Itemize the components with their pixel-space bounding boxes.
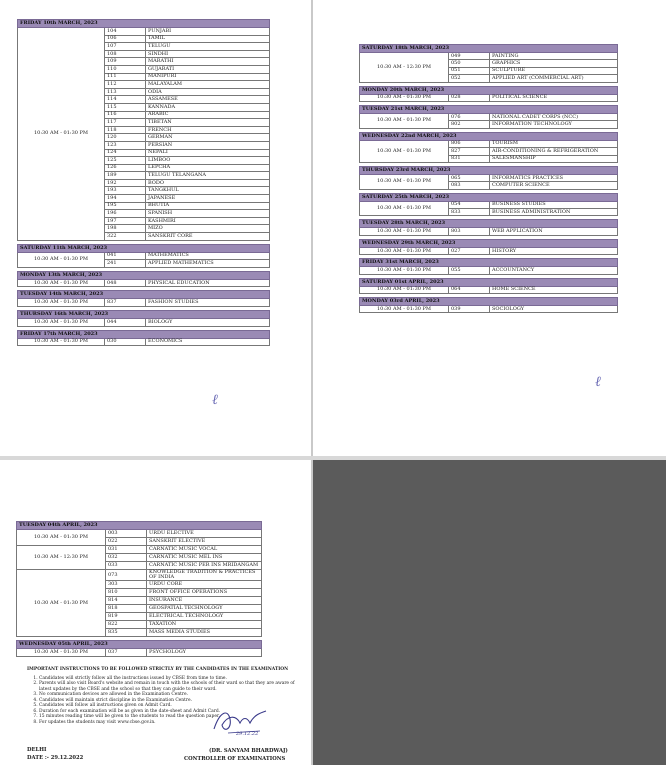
subject-code: 073	[106, 570, 147, 581]
subject-name: TELUGU TELANGANA	[146, 172, 270, 180]
subject-code: 197	[105, 217, 146, 225]
day-header-row	[17, 522, 262, 530]
subject-code: 027	[449, 247, 490, 254]
subject-code: 032	[106, 554, 147, 562]
subject-name: GRAPHICS	[490, 60, 618, 67]
subject-code: 003	[106, 530, 147, 538]
subject-name: GEOSPATIAL TECHNOLOGY	[147, 605, 262, 613]
day-header-row	[18, 244, 270, 252]
exam-time: 10:30 AM - 01:30 PM	[360, 267, 449, 274]
subject-code: 189	[105, 172, 146, 180]
subject-name: TELUGU	[146, 43, 270, 51]
subject-row	[18, 279, 270, 287]
subject-code: 116	[105, 111, 146, 119]
exam-time: 10:30 AM - 01:30 PM	[360, 247, 449, 254]
subject-name: SOCIOLOGY	[490, 306, 618, 313]
subject-row	[360, 247, 618, 254]
subject-name: LEPCHA	[146, 164, 270, 172]
subject-name: PERSIAN	[146, 141, 270, 149]
subject-row	[17, 649, 262, 657]
subject-name: MIZO	[146, 225, 270, 233]
subject-name: PAINTING	[490, 53, 618, 60]
day-header: MONDAY 20th MARCH, 2023	[360, 86, 618, 94]
subject-code: 806	[449, 140, 490, 147]
exam-time: 10:30 AM - 01:30 PM	[360, 286, 449, 293]
subject-code: 031	[106, 546, 147, 554]
subject-row	[360, 306, 618, 313]
subject-name: TAXATION	[147, 621, 262, 629]
subject-row	[17, 530, 262, 538]
subject-name: TIBETAN	[146, 119, 270, 127]
subject-name: CARNATIC MUSIC VOCAL	[147, 546, 262, 554]
subject-name: POLITICAL SCIENCE	[490, 94, 618, 101]
subject-row	[18, 28, 270, 36]
subject-row	[360, 286, 618, 293]
subject-row	[18, 319, 270, 327]
exam-time: 10:30 AM - 01:30 PM	[360, 174, 449, 189]
subject-code: 055	[449, 267, 490, 274]
subject-name: ELECTRICAL TECHNOLOGY	[147, 613, 262, 621]
day-header-row	[360, 105, 618, 113]
subject-code: 810	[106, 589, 147, 597]
day-header-row	[360, 259, 618, 267]
subject-name: SPANISH	[146, 210, 270, 218]
subject-code: 104	[105, 28, 146, 36]
subject-code: 107	[105, 43, 146, 51]
subject-code: 833	[449, 209, 490, 216]
subject-code: 111	[105, 73, 146, 81]
subject-code: 117	[105, 119, 146, 127]
subject-name: PUNJABI	[146, 28, 270, 36]
day-header: FRIDAY 10th MARCH, 2023	[18, 20, 270, 28]
day-header: FRIDAY 31st MARCH, 2023	[360, 259, 618, 267]
subject-name: HISTORY	[490, 247, 618, 254]
subject-name: MANIPURI	[146, 73, 270, 81]
exam-time: 10:30 AM - 01:30 PM	[17, 530, 106, 546]
subject-code: 028	[449, 94, 490, 101]
signatory-name: (DR. SANYAM BHARDWAJ)	[209, 748, 288, 754]
timetable-page-2	[359, 44, 618, 313]
timetable-page-1	[17, 19, 270, 346]
subject-name: APPLIED MATHEMATICS	[146, 260, 270, 268]
subject-row	[360, 201, 618, 208]
subject-name: ACCOUNTANCY	[490, 267, 618, 274]
signatory-title: CONTROLLER OF EXAMINATIONS	[184, 756, 286, 762]
subject-name: FASHION STUDIES	[146, 299, 270, 307]
exam-time: 10:30 AM - 01:30 PM	[360, 228, 449, 235]
subject-code: 195	[105, 202, 146, 210]
subject-name: PSYCHOLOGY	[147, 649, 262, 657]
subject-name: MATHEMATICS	[146, 252, 270, 260]
subject-code: 192	[105, 179, 146, 187]
subject-name: KANNADA	[146, 103, 270, 111]
subject-name: BIOLOGY	[146, 319, 270, 327]
subject-code: 241	[105, 260, 146, 268]
subject-code: 049	[449, 53, 490, 60]
subject-name: PHYSICAL EDUCATION	[146, 279, 270, 287]
day-header: THURSDAY 23rd MARCH, 2023	[360, 166, 618, 174]
subject-name: ODIA	[146, 88, 270, 96]
subject-name: MASS MEDIA STUDIES	[147, 629, 262, 637]
subject-name: GERMAN	[146, 134, 270, 142]
subject-code: 802	[449, 121, 490, 128]
subject-row	[360, 228, 618, 235]
subject-row	[360, 267, 618, 274]
day-header-row	[18, 271, 270, 279]
exam-time: 10:30 AM - 01:30 PM	[18, 28, 105, 241]
day-header-row	[360, 166, 618, 174]
subject-code: 112	[105, 81, 146, 89]
day-header-row	[360, 239, 618, 247]
subject-row	[18, 252, 270, 260]
exam-time: 10:30 AM - 01:30 PM	[18, 299, 105, 307]
day-header: SATURDAY 11th MARCH, 2023	[18, 244, 270, 252]
subject-code: 037	[106, 649, 147, 657]
day-header: MONDAY 03rd APRIL, 2023	[360, 298, 618, 306]
initials-mark: ℓ	[595, 374, 601, 390]
exam-time: 10:30 AM - 01:30 PM	[18, 338, 105, 346]
exam-time: 10:30 AM - 01:30 PM	[360, 140, 449, 162]
day-header-row	[18, 311, 270, 319]
subject-code: 124	[105, 149, 146, 157]
issue-date: DATE :- 29.12.2022	[27, 755, 84, 761]
exam-time: 10:30 AM - 01:30 PM	[360, 201, 449, 216]
day-header: THURSDAY 16th MARCH, 2023	[18, 311, 270, 319]
subject-code: 322	[105, 233, 146, 241]
exam-time: 10:30 AM - 01:30 PM	[360, 113, 449, 128]
date-sheet-page-2	[313, 0, 666, 456]
day-header-row	[18, 330, 270, 338]
subject-name: CARNATIC MUSIC PER INS MRIDANGAM	[147, 562, 262, 570]
subject-name: SINDHI	[146, 50, 270, 58]
day-header-row	[360, 45, 618, 53]
instructions-title: IMPORTANT INSTRUCTIONS TO BE FOLLOWED STRICTLY BY THE CANDIDATES IN THE EXAMINATION	[27, 667, 289, 672]
page-divider-vertical	[311, 0, 313, 765]
day-header: WEDNESDAY 05th APRIL, 2023	[17, 641, 262, 649]
subject-code: 113	[105, 88, 146, 96]
subject-name: TOURISM	[490, 140, 618, 147]
subject-name: HOME SCIENCE	[490, 286, 618, 293]
subject-code: 831	[449, 155, 490, 162]
subject-name: ECONOMICS	[146, 338, 270, 346]
subject-name: JAPANESE	[146, 195, 270, 203]
subject-code: 065	[449, 174, 490, 181]
subject-name: FRONT OFFICE OPERATIONS	[147, 589, 262, 597]
subject-code: 048	[105, 279, 146, 287]
subject-name: SANSKRIT CORE	[146, 233, 270, 241]
subject-code: 064	[449, 286, 490, 293]
day-header-row	[360, 298, 618, 306]
day-header: SATURDAY 18th MARCH, 2023	[360, 45, 618, 53]
subject-name: COMPUTER SCIENCE	[490, 182, 618, 189]
subject-code: 039	[449, 306, 490, 313]
subject-name: NATIONAL CADET CORPS (NCC)	[490, 113, 618, 120]
exam-time: 10:30 AM - 01:30 PM	[18, 319, 105, 327]
instruction-item: 6. Duration for each examination will be as given in the date-sheet and Admit Card.	[39, 709, 302, 715]
subject-code: 827	[449, 148, 490, 155]
day-header: MONDAY 13th MARCH, 2023	[18, 271, 270, 279]
instruction-item: 3. No communication devices are allowed in the Examination Centre.	[39, 692, 302, 698]
day-header: SATURDAY 01st APRIL, 2023	[360, 278, 618, 286]
day-header-row	[18, 291, 270, 299]
day-header: WEDNESDAY 29th MARCH, 2023	[360, 239, 618, 247]
subject-name: AIR-CONDITIONING & REFRIGERATION	[490, 148, 618, 155]
instruction-item: 4. Candidates will maintain strict discipline in the Examination Centre.	[39, 698, 302, 704]
subject-code: 041	[105, 252, 146, 260]
subject-code: 193	[105, 187, 146, 195]
instruction-item: 1. Candidates will strictly follow all the instructions issued by CBSE from time to time.	[39, 676, 302, 682]
subject-name: URDU CORE	[147, 581, 262, 589]
subject-name: MALAYALAM	[146, 81, 270, 89]
subject-code: 054	[449, 201, 490, 208]
subject-name: TANGKHUL	[146, 187, 270, 195]
empty-page-area	[313, 460, 666, 765]
subject-code: 076	[449, 113, 490, 120]
subject-code: 125	[105, 157, 146, 165]
place-label: DELHI	[27, 747, 47, 753]
subject-code: 303	[106, 581, 147, 589]
subject-code: 803	[449, 228, 490, 235]
subject-code: 106	[105, 35, 146, 43]
subject-name: BUSINESS STUDIES	[490, 201, 618, 208]
subject-code: 126	[105, 164, 146, 172]
exam-time: 10:30 AM - 01:30 PM	[17, 570, 106, 637]
day-header: WEDNESDAY 22nd MARCH, 2023	[360, 132, 618, 140]
subject-name: URDU ELECTIVE	[147, 530, 262, 538]
subject-name: KASHMIRI	[146, 217, 270, 225]
subject-code: 110	[105, 65, 146, 73]
day-header: TUESDAY 04th APRIL, 2023	[17, 522, 262, 530]
day-header: FRIDAY 17th MARCH, 2023	[18, 330, 270, 338]
subject-code: 835	[106, 629, 147, 637]
subject-code: 819	[106, 613, 147, 621]
subject-name: INSURANCE	[147, 597, 262, 605]
subject-row	[18, 299, 270, 307]
subject-code: 120	[105, 134, 146, 142]
exam-time: 10:30 AM - 01:30 PM	[18, 252, 105, 267]
day-header-row	[17, 641, 262, 649]
subject-code: 044	[105, 319, 146, 327]
subject-code: 030	[105, 338, 146, 346]
exam-time: 10:30 AM - 01:30 PM	[360, 94, 449, 101]
subject-name: INFORMATION TECHNOLOGY	[490, 121, 618, 128]
subject-code: 083	[449, 182, 490, 189]
exam-time: 10:30 AM - 01:30 PM	[17, 649, 106, 657]
instruction-item: 2. Parents will also visit Board's website and remain in touch with the schools of their ward so that they are aware of latest updates by the CBSE and the school so that they can guide to their ward.	[39, 681, 302, 692]
day-header-row	[360, 220, 618, 228]
day-header-row	[360, 278, 618, 286]
subject-code: 837	[105, 299, 146, 307]
subject-code: 194	[105, 195, 146, 203]
subject-name: WEB APPLICATION	[490, 228, 618, 235]
subject-code: 118	[105, 126, 146, 134]
subject-name: ARABIC	[146, 111, 270, 119]
instruction-item: 8. For updates the students may visit www.cbse.gov.in.	[39, 720, 302, 726]
day-header: TUESDAY 21st MARCH, 2023	[360, 105, 618, 113]
subject-name: SALESMANSHIP	[490, 155, 618, 162]
signature-date: 29.12.22	[236, 731, 259, 737]
subject-name: CARNATIC MUSIC MEL INS	[147, 554, 262, 562]
subject-code: 196	[105, 210, 146, 218]
subject-name: FRENCH	[146, 126, 270, 134]
subject-code: 818	[106, 605, 147, 613]
subject-code: 108	[105, 50, 146, 58]
subject-name: MARATHI	[146, 58, 270, 66]
subject-code: 115	[105, 103, 146, 111]
subject-code: 822	[106, 621, 147, 629]
subject-name: NEPALI	[146, 149, 270, 157]
subject-row	[360, 94, 618, 101]
subject-code: 198	[105, 225, 146, 233]
subject-row	[360, 53, 618, 60]
instruction-item: 7. 15 minutes reading time will be given to the students to read the question paper.	[39, 714, 302, 720]
subject-code: 051	[449, 67, 490, 74]
subject-code: 033	[106, 562, 147, 570]
day-header: TUESDAY 28th MARCH, 2023	[360, 220, 618, 228]
day-header-row	[360, 86, 618, 94]
subject-row	[18, 338, 270, 346]
subject-name: SANSKRIT ELECTIVE	[147, 538, 262, 546]
date-sheet-page-1	[0, 0, 311, 456]
subject-code: 123	[105, 141, 146, 149]
subject-row	[360, 113, 618, 120]
day-header-row	[360, 132, 618, 140]
page-divider-horizontal	[0, 456, 666, 460]
exam-time: 10:30 AM - 01:30 PM	[18, 279, 105, 287]
day-header: SATURDAY 25th MARCH, 2023	[360, 193, 618, 201]
subject-name: TAMIL	[146, 35, 270, 43]
subject-code: 052	[449, 75, 490, 82]
subject-row	[360, 174, 618, 181]
exam-time: 10:30 AM - 01:30 PM	[360, 306, 449, 313]
subject-name: INFORMATICS PRACTICES	[490, 174, 618, 181]
day-header-row	[360, 193, 618, 201]
subject-code: 814	[106, 597, 147, 605]
subject-name: BHUTIA	[146, 202, 270, 210]
instruction-item: 5. Candidates will follow all instructions given on Admit Card.	[39, 703, 302, 709]
subject-name: SCULPTURE	[490, 67, 618, 74]
timetable-page-3	[16, 521, 262, 657]
subject-name: BODO	[146, 179, 270, 187]
subject-name: ASSAMESE	[146, 96, 270, 104]
subject-name: GUJARATI	[146, 65, 270, 73]
initials-mark: ℓ	[212, 392, 218, 408]
exam-time: 10:30 AM - 12:30 PM	[360, 53, 449, 83]
day-header: TUESDAY 14th MARCH, 2023	[18, 291, 270, 299]
subject-code: 109	[105, 58, 146, 66]
subject-code: 114	[105, 96, 146, 104]
subject-name: BUSINESS ADMINISTRATION	[490, 209, 618, 216]
day-header-row	[18, 20, 270, 28]
subject-name: LIMBOO	[146, 157, 270, 165]
subject-name: APPLIED ART (COMMERCIAL ART)	[490, 75, 618, 82]
subject-row	[360, 140, 618, 147]
subject-code: 022	[106, 538, 147, 546]
subject-row	[17, 570, 262, 581]
subject-name: KNOWLEDGE TRADITION & PRACTICES OF INDIA	[147, 570, 262, 581]
subject-row	[17, 546, 262, 554]
subject-code: 050	[449, 60, 490, 67]
exam-time: 10:30 AM - 12:30 PM	[17, 546, 106, 570]
